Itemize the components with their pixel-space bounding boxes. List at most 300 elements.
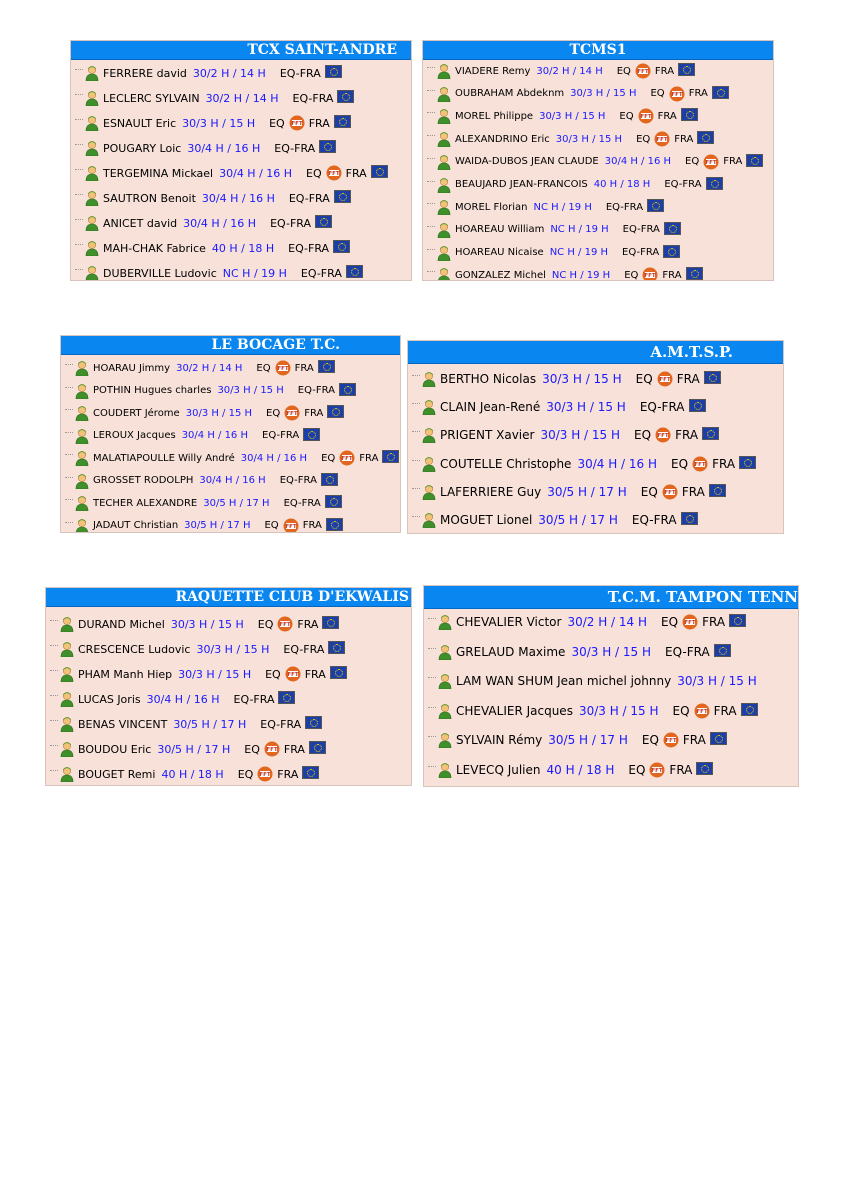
eu-flag-icon (334, 115, 351, 128)
team-eq-label: EQ (685, 156, 700, 168)
player-name[interactable]: ANICET david (103, 216, 178, 230)
tree-connector (65, 432, 73, 434)
player-name[interactable]: BERTHO Nicolas (440, 372, 537, 386)
player-name[interactable]: COUDERT Jérome (93, 407, 180, 419)
player-name[interactable]: CRESCENCE Ludovic (78, 642, 191, 656)
team-eq-fra-label: EQ-FRA (288, 241, 330, 255)
tree-connector (412, 431, 420, 433)
player-name[interactable]: BENAS VINCENT (78, 717, 168, 731)
player-name[interactable]: BOUGET Remi (78, 767, 156, 781)
player-row[interactable] (424, 703, 798, 719)
team-fra-label: FRA (359, 452, 379, 464)
player-name[interactable]: BEAUJARD JEAN-FRANCOIS (455, 179, 588, 190)
team-eq-label: EQ (671, 456, 689, 471)
player-name[interactable]: FERRERE david (103, 66, 187, 80)
team-fra-label: FRA (304, 667, 326, 681)
player-ranking: 30/3 H / 15 H (546, 400, 626, 415)
eu-flag-icon (319, 140, 336, 153)
fft-logo-icon (692, 456, 708, 472)
eu-flag-icon (337, 90, 354, 103)
team-fra-label: FRA (308, 116, 330, 130)
fft-logo-icon (657, 371, 673, 387)
tree-connector (412, 403, 420, 405)
player-name[interactable]: DURAND Michel (78, 617, 165, 631)
club-panel-tcm-tampon (423, 585, 799, 787)
user-icon (438, 673, 452, 689)
eu-flag-icon (702, 427, 719, 440)
player-name[interactable]: VIADERE Remy (455, 65, 531, 77)
team-eq-label: EQ (321, 452, 336, 464)
team-eq-label: EQ (265, 667, 281, 681)
eu-flag-icon (330, 666, 347, 679)
user-icon (75, 405, 89, 421)
team-fra-label: FRA (675, 428, 699, 443)
player-ranking: 30/2 H / 14 H (192, 66, 266, 80)
user-icon (438, 614, 452, 630)
fft-logo-icon (326, 165, 342, 181)
team-eq-label: EQ (672, 703, 690, 718)
player-row[interactable] (408, 512, 783, 528)
club-panel-tcx-saint-andre (70, 40, 412, 281)
player-row[interactable] (423, 222, 773, 238)
player-name[interactable]: POTHIN Hugues charles (93, 385, 212, 396)
eu-flag-icon (334, 190, 351, 203)
eu-flag-icon (309, 741, 326, 754)
player-name[interactable]: LAM WAN SHUM Jean michel johnny (456, 674, 672, 688)
user-icon (438, 732, 452, 748)
player-name[interactable]: GONZALEZ Michel (455, 269, 546, 281)
tree-connector (65, 499, 73, 501)
team-fra-label: FRA (294, 362, 314, 374)
club-title: TCMS1 (423, 41, 773, 60)
team-fra-label: FRA (688, 88, 708, 100)
player-ranking: 40 H / 18 H (546, 762, 615, 777)
player-name[interactable]: PRIGENT Xavier (440, 428, 535, 443)
player-ranking: 30/3 H / 15 H (196, 642, 270, 656)
player-name[interactable]: TERGEMINA Mickael (103, 166, 214, 180)
team-fra-label: FRA (682, 733, 706, 747)
team-eq-fra-label: EQ-FRA (292, 91, 334, 105)
player-ranking: 40 H / 18 H (161, 767, 224, 781)
team-eq-fra-label: EQ-FRA (605, 201, 644, 213)
eu-flag-icon (696, 762, 713, 775)
player-row[interactable] (71, 240, 411, 256)
fft-logo-icon (669, 86, 685, 102)
player-row[interactable] (61, 518, 400, 534)
club-title: A.M.T.S.P. (408, 341, 783, 364)
player-row[interactable] (61, 428, 400, 444)
user-icon (437, 108, 451, 124)
player-ranking: 30/2 H / 14 H (176, 362, 243, 374)
team-eq-fra-label: EQ-FRA (279, 475, 317, 486)
fft-logo-icon (284, 405, 300, 421)
player-ranking: 30/3 H / 15 H (539, 110, 606, 122)
tree-connector (50, 620, 58, 622)
fft-logo-icon (703, 154, 719, 170)
tree-connector (75, 119, 83, 121)
team-fra-label: FRA (713, 703, 737, 718)
player-name[interactable]: TECHER ALEXANDRE (93, 497, 198, 509)
tree-connector (65, 522, 73, 524)
tree-connector (428, 707, 436, 709)
user-icon (75, 360, 89, 376)
fft-logo-icon (682, 614, 698, 630)
player-name[interactable]: MOREL Philippe (455, 110, 534, 122)
player-ranking: 30/5 H / 17 H (548, 733, 628, 747)
team-eq-label: EQ (661, 615, 679, 629)
eu-flag-icon (746, 154, 763, 167)
player-name[interactable]: HOARAU Jimmy (93, 362, 171, 374)
player-ranking: 30/3 H / 15 H (555, 133, 623, 145)
tree-connector (428, 618, 436, 620)
tree-connector (427, 226, 435, 228)
tree-connector (50, 695, 58, 697)
user-icon (75, 450, 89, 466)
player-row[interactable] (424, 644, 798, 660)
player-row[interactable] (71, 265, 411, 281)
user-icon (422, 456, 436, 472)
player-ranking: 30/2 H / 14 H (567, 615, 648, 629)
fft-logo-icon (663, 732, 679, 748)
player-name[interactable]: HOAREAU William (455, 224, 545, 236)
player-row[interactable] (424, 673, 798, 689)
player-ranking: NC H / 19 H (533, 201, 592, 213)
user-icon (85, 140, 99, 156)
player-ranking: 30/4 H / 16 H (577, 456, 658, 471)
user-icon (60, 666, 74, 682)
user-icon (437, 199, 451, 215)
tree-connector (412, 488, 420, 490)
fft-logo-icon (339, 450, 355, 466)
user-icon (437, 131, 451, 147)
player-name[interactable]: MOGUET Lionel (440, 513, 533, 527)
player-row[interactable] (61, 383, 400, 399)
user-icon (85, 165, 99, 181)
eu-flag-icon (664, 222, 681, 235)
tree-connector (75, 244, 83, 246)
player-name[interactable]: MOREL Florian (455, 201, 528, 213)
player-ranking: 30/5 H / 17 H (538, 513, 618, 527)
team-eq-label: EQ (634, 428, 652, 443)
fft-logo-icon (655, 427, 671, 443)
user-icon (60, 716, 74, 732)
player-name[interactable]: LAFERRIERE Guy (440, 484, 542, 499)
eu-flag-icon (729, 614, 746, 627)
team-eq-label: EQ (237, 767, 254, 781)
fft-logo-icon (649, 762, 665, 778)
user-icon (75, 518, 89, 534)
player-row[interactable] (46, 741, 411, 757)
player-row[interactable] (46, 616, 411, 632)
club-title: LE BOCAGE T.C. (61, 336, 400, 355)
team-eq-label: EQ (244, 742, 260, 756)
tree-connector (75, 194, 83, 196)
club-title: TCX SAINT-ANDRE (71, 41, 411, 60)
player-name[interactable]: COUTELLE Christophe (440, 456, 572, 471)
eu-flag-icon (647, 199, 664, 212)
team-eq-label: EQ (306, 166, 322, 180)
eu-flag-icon (321, 473, 338, 486)
fft-logo-icon (662, 484, 678, 500)
eu-flag-icon (686, 267, 703, 280)
eu-flag-icon (302, 766, 319, 779)
player-row[interactable] (423, 86, 773, 102)
player-ranking: 30/3 H / 15 H (217, 385, 284, 396)
player-ranking: 30/3 H / 15 H (185, 407, 253, 419)
player-name[interactable]: GRELAUD Maxime (456, 644, 566, 659)
fft-logo-icon (638, 108, 654, 124)
fft-logo-icon (635, 63, 651, 79)
user-icon (437, 63, 451, 79)
club-title: T.C.M. TAMPON TENN (424, 586, 798, 609)
fft-logo-icon (257, 766, 273, 782)
player-row[interactable] (423, 63, 773, 79)
user-icon (85, 65, 99, 81)
team-eq-label: EQ (628, 762, 646, 777)
player-name[interactable]: GROSSET RODOLPH (93, 475, 194, 486)
eu-flag-icon (678, 63, 695, 76)
tree-connector (65, 477, 73, 479)
tree-connector (50, 645, 58, 647)
player-row[interactable] (423, 245, 773, 261)
eu-flag-icon (315, 215, 332, 228)
tree-connector (75, 69, 83, 71)
user-icon (437, 267, 451, 281)
user-icon (437, 245, 451, 261)
player-name[interactable]: PHAM Manh Hiep (78, 667, 173, 681)
player-ranking: 30/4 H / 16 H (146, 692, 220, 706)
team-eq-label: EQ (650, 88, 665, 100)
player-name[interactable]: CHEVALIER Victor (456, 615, 562, 629)
team-eq-label: EQ (641, 733, 659, 747)
player-ranking: 30/3 H / 15 H (182, 116, 256, 130)
team-fra-label: FRA (702, 615, 726, 629)
player-ranking: 30/4 H / 16 H (240, 452, 308, 464)
player-row[interactable] (71, 165, 411, 181)
player-row[interactable] (61, 473, 400, 489)
player-name[interactable]: CHEVALIER Jacques (456, 703, 573, 718)
eu-flag-icon (322, 616, 339, 629)
team-fra-label: FRA (712, 456, 736, 471)
user-icon (75, 495, 89, 511)
team-fra-label: FRA (297, 617, 319, 631)
player-row[interactable] (71, 190, 411, 206)
player-ranking: 30/3 H / 15 H (542, 372, 622, 386)
player-row[interactable] (408, 399, 783, 415)
tree-connector (427, 249, 435, 251)
player-row[interactable] (46, 641, 411, 657)
user-icon (60, 616, 74, 632)
player-name[interactable]: MALATIAPOULLE Willy André (93, 452, 235, 464)
team-eq-fra-label: EQ-FRA (283, 497, 321, 509)
player-name[interactable]: ESNAULT Eric (103, 116, 177, 130)
player-ranking: 30/3 H / 15 H (178, 667, 252, 681)
player-row[interactable] (46, 666, 411, 682)
user-icon (437, 222, 451, 238)
player-name[interactable]: SAUTRON Benoit (103, 191, 196, 205)
team-fra-label: FRA (674, 133, 694, 145)
tree-connector (427, 90, 435, 92)
club-panel-tcms1 (422, 40, 774, 281)
player-name[interactable]: LEVECQ Julien (456, 762, 541, 777)
player-name[interactable]: HOAREAU Nicaise (455, 247, 544, 259)
tree-connector (50, 720, 58, 722)
player-ranking: 30/5 H / 17 H (173, 717, 247, 731)
eu-flag-icon (741, 703, 758, 716)
fft-logo-icon (694, 703, 710, 719)
user-icon (422, 484, 436, 500)
player-ranking: 30/4 H / 16 H (201, 191, 275, 205)
user-icon (60, 691, 74, 707)
fft-logo-icon (275, 360, 291, 376)
player-row[interactable] (423, 177, 773, 193)
tree-connector (75, 219, 83, 221)
player-name[interactable]: ALEXANDRINO Eric (455, 133, 550, 145)
player-ranking: 30/3 H / 15 H (170, 617, 244, 631)
user-icon (85, 190, 99, 206)
player-row[interactable] (424, 614, 798, 630)
player-row[interactable] (424, 762, 798, 778)
player-ranking: 30/3 H / 15 H (570, 88, 637, 100)
player-row[interactable] (61, 450, 400, 466)
player-row[interactable] (423, 108, 773, 124)
player-name[interactable]: SYLVAIN Rémy (456, 733, 543, 747)
player-name[interactable]: OUBRAHAM Abdeknm (455, 88, 565, 100)
tree-connector (428, 736, 436, 738)
team-eq-fra-label: EQ-FRA (283, 642, 325, 656)
tree-connector (428, 677, 436, 679)
tree-connector (75, 169, 83, 171)
user-icon (437, 86, 451, 102)
team-fra-label: FRA (304, 407, 324, 419)
team-eq-fra-label: EQ-FRA (288, 191, 330, 205)
team-eq-label: EQ (616, 65, 631, 77)
team-eq-fra-label: EQ-FRA (233, 692, 275, 706)
player-name[interactable]: LUCAS Joris (78, 692, 141, 706)
player-ranking: NC H / 19 H (222, 266, 287, 280)
tree-connector (65, 364, 73, 366)
fft-logo-icon (264, 741, 280, 757)
player-ranking: 30/5 H / 17 H (203, 497, 270, 509)
team-eq-fra-label: EQ-FRA (260, 717, 302, 731)
team-eq-fra-label: EQ-FRA (622, 247, 660, 259)
team-fra-label: FRA (277, 767, 299, 781)
team-eq-label: EQ (269, 116, 285, 130)
player-name[interactable]: POUGARY Loic (103, 141, 182, 155)
user-icon (60, 641, 74, 657)
player-name[interactable]: WAIDA-DUBOS JEAN CLAUDE (455, 156, 599, 168)
tree-connector (65, 409, 73, 411)
player-row[interactable] (61, 405, 400, 421)
eu-flag-icon (739, 456, 756, 469)
tree-connector (75, 144, 83, 146)
player-row[interactable] (46, 716, 411, 732)
tree-connector (428, 648, 436, 650)
user-icon (85, 90, 99, 106)
user-icon (75, 428, 89, 444)
player-row[interactable] (61, 495, 400, 511)
user-icon (422, 399, 436, 415)
player-ranking: 40 H / 18 H (593, 179, 651, 190)
player-ranking: 30/5 H / 17 H (184, 520, 251, 531)
fft-logo-icon (283, 518, 299, 534)
player-name[interactable]: MAH-CHAK Fabrice (103, 241, 206, 255)
player-row[interactable] (71, 140, 411, 156)
team-fra-label: FRA (302, 520, 322, 531)
player-row[interactable] (423, 154, 773, 170)
fft-logo-icon (654, 131, 670, 147)
player-row[interactable] (61, 360, 400, 376)
eu-flag-icon (339, 383, 356, 396)
tree-connector (75, 94, 83, 96)
eu-flag-icon (303, 428, 320, 441)
player-row[interactable] (408, 484, 783, 500)
player-ranking: NC H / 19 H (550, 224, 609, 236)
player-row[interactable] (46, 766, 411, 782)
user-icon (437, 177, 451, 193)
user-icon (85, 240, 99, 256)
tree-connector (75, 269, 83, 271)
player-ranking: 30/4 H / 16 H (219, 166, 293, 180)
player-name[interactable]: LECLERC SYLVAIN (103, 91, 200, 105)
eu-flag-icon (709, 484, 726, 497)
player-name[interactable]: DUBERVILLE Ludovic (103, 266, 217, 280)
user-icon (75, 473, 89, 489)
team-eq-label: EQ (619, 110, 634, 122)
player-name[interactable]: CLAIN Jean-René (440, 400, 541, 415)
user-icon (422, 371, 436, 387)
player-row[interactable] (71, 90, 411, 106)
player-row[interactable] (46, 691, 411, 707)
tree-connector (427, 135, 435, 137)
tree-connector (65, 454, 73, 456)
team-eq-fra-label: EQ-FRA (622, 224, 660, 236)
team-fra-label: FRA (345, 166, 367, 180)
player-ranking: 30/2 H / 14 H (536, 65, 603, 77)
player-row[interactable] (423, 131, 773, 147)
player-row[interactable] (423, 267, 773, 281)
eu-flag-icon (382, 450, 399, 463)
eu-flag-icon (714, 644, 731, 657)
player-ranking: 40 H / 18 H (211, 241, 275, 255)
club-panel-raquette-club (45, 587, 412, 786)
team-eq-fra-label: EQ-FRA (664, 179, 702, 190)
player-name[interactable]: LEROUX Jacques (93, 430, 176, 441)
team-eq-fra-label: EQ-FRA (274, 141, 316, 155)
player-ranking: 30/3 H / 15 H (677, 674, 757, 688)
player-name[interactable]: JADAUT Christian (93, 520, 179, 531)
player-row[interactable] (408, 456, 783, 472)
eu-flag-icon (706, 177, 723, 190)
player-row[interactable] (423, 199, 773, 215)
player-row[interactable] (71, 65, 411, 81)
team-eq-label: EQ (636, 133, 651, 145)
club-title: RAQUETTE CLUB D'EKWALIS (46, 588, 411, 607)
player-row[interactable] (71, 115, 411, 131)
player-row[interactable] (71, 215, 411, 231)
player-name[interactable]: BOUDOU Eric (78, 742, 152, 756)
player-row[interactable] (424, 732, 798, 748)
eu-flag-icon (333, 240, 350, 253)
team-eq-fra-label: EQ-FRA (300, 266, 342, 280)
team-eq-label: EQ (264, 520, 279, 531)
tree-connector (427, 203, 435, 205)
user-icon (75, 383, 89, 399)
player-row[interactable] (408, 371, 783, 387)
player-row[interactable] (408, 427, 783, 443)
team-fra-label: FRA (681, 484, 705, 499)
user-icon (438, 703, 452, 719)
